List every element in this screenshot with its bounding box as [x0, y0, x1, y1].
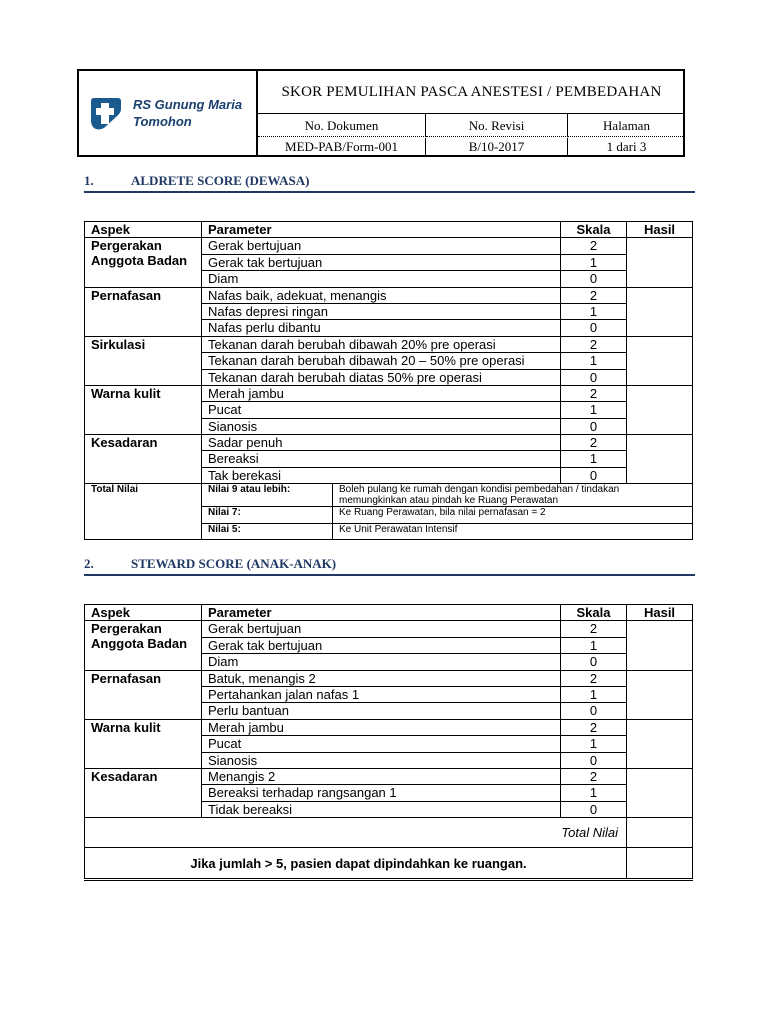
parameter-cell: Pucat [202, 736, 561, 752]
skala-cell: 1 [561, 736, 627, 752]
parameter-cell: Tidak bereaksi [202, 801, 561, 817]
table-row [85, 435, 693, 451]
total-criteria-row [85, 484, 693, 507]
skala-cell: 2 [561, 385, 627, 401]
section-title: STEWARD SCORE (ANAK-ANAK) [131, 556, 337, 571]
col-header-parameter: Parameter [202, 222, 561, 238]
total-row [85, 818, 693, 848]
page-label: Halaman [568, 114, 685, 137]
doc-number-value: MED-PAB/Form-001 [258, 138, 426, 155]
discharge-note: Jika jumlah > 5, pasien dapat dipindahkan ke ruangan. [85, 848, 627, 880]
aspek-cell: Kesadaran [85, 768, 202, 817]
criteria-value [333, 523, 693, 539]
total-nilai-label: Total Nilai [85, 818, 627, 848]
table-row [85, 670, 693, 686]
parameter-cell: Tekanan darah berubah dibawah 20% pre operasi [202, 336, 561, 352]
hasil-input-cell[interactable] [627, 621, 693, 670]
section-number: 1. [84, 173, 94, 188]
skala-cell: 0 [561, 801, 627, 817]
total-hasil-input[interactable] [627, 818, 693, 848]
section-heading-steward [84, 556, 695, 576]
total-nilai-label: Total Nilai [85, 484, 202, 540]
table-row [85, 385, 693, 401]
hasil-input-cell[interactable] [627, 768, 693, 817]
aspek-cell: Pergerakan Anggota Badan [85, 238, 202, 287]
hasil-input-cell[interactable] [627, 435, 693, 484]
parameter-cell: Pertahankan jalan nafas 1 [202, 686, 561, 702]
skala-cell: 0 [561, 271, 627, 287]
col-header-aspek: Aspek [85, 605, 202, 621]
table-row [85, 719, 693, 735]
col-header-skala: Skala [561, 222, 627, 238]
col-header-hasil: Hasil [627, 222, 693, 238]
aspek-cell: Sirkulasi [85, 336, 202, 385]
hasil-input-cell[interactable] [627, 385, 693, 434]
page-value: 1 dari 3 [606, 139, 647, 154]
hasil-input-cell[interactable] [627, 287, 693, 336]
parameter-cell: Sadar penuh [202, 435, 561, 451]
table-header-row [85, 605, 693, 621]
skala-cell: 2 [561, 768, 627, 784]
parameter-cell: Sianosis [202, 418, 561, 434]
skala-cell: 2 [561, 670, 627, 686]
skala-cell: 1 [561, 353, 627, 369]
parameter-cell: Diam [202, 654, 561, 670]
parameter-cell: Bereaksi [202, 451, 561, 467]
criteria-key: Nilai 9 atau lebih: [202, 484, 333, 507]
parameter-cell: Merah jambu [202, 385, 561, 401]
col-header-skala: Skala [561, 605, 627, 621]
parameter-cell: Gerak tak bertujuan [202, 637, 561, 653]
note-empty-cell [627, 848, 693, 880]
skala-cell: 0 [561, 654, 627, 670]
parameter-cell: Bereaksi terhadap rangsangan 1 [202, 785, 561, 801]
parameter-cell: Gerak bertujuan [202, 238, 561, 254]
hasil-input-cell[interactable] [627, 336, 693, 385]
steward-score-table [84, 604, 693, 881]
skala-cell: 1 [561, 686, 627, 702]
skala-cell: 0 [561, 703, 627, 719]
criteria-value [333, 484, 693, 507]
skala-cell: 1 [561, 254, 627, 270]
hospital-logo [79, 71, 258, 155]
hasil-input-cell[interactable] [627, 238, 693, 287]
aspek-cell: Pernafasan [85, 287, 202, 336]
logo-name-line2: Tomohon [133, 114, 192, 129]
parameter-cell: Tak berekasi [202, 467, 561, 483]
skala-cell: 2 [561, 621, 627, 637]
aldrete-score-table [84, 221, 693, 540]
skala-cell: 1 [561, 402, 627, 418]
criteria-text: Ke Ruang Perawatan, bila nilai pernafasan = 2 [339, 507, 546, 519]
parameter-cell: Sianosis [202, 752, 561, 768]
skala-cell: 0 [561, 752, 627, 768]
skala-cell: 2 [561, 336, 627, 352]
skala-cell: 1 [561, 637, 627, 653]
parameter-cell: Gerak bertujuan [202, 621, 561, 637]
doc-number-label: No. Dokumen [258, 114, 426, 137]
skala-cell: 1 [561, 451, 627, 467]
form-title: SKOR PEMULIHAN PASCA ANESTESI / PEMBEDAHAN [258, 71, 685, 114]
parameter-cell: Perlu bantuan [202, 703, 561, 719]
skala-cell: 2 [561, 287, 627, 303]
table-header-row [85, 222, 693, 238]
parameter-cell: Nafas baik, adekuat, menangis [202, 287, 561, 303]
col-header-parameter: Parameter [202, 605, 561, 621]
aspek-cell: Pergerakan Anggota Badan [85, 621, 202, 670]
table-row [85, 621, 693, 637]
note-row [85, 848, 693, 880]
skala-cell: 0 [561, 369, 627, 385]
criteria-text: memungkinkan atau pindah ke Ruang Perawatan [339, 495, 559, 507]
section-title: ALDRETE SCORE (DEWASA) [131, 173, 310, 188]
skala-cell: 0 [561, 418, 627, 434]
parameter-cell: Diam [202, 271, 561, 287]
document-header [77, 69, 685, 157]
parameter-cell: Tekanan darah berubah dibawah 20 – 50% pre operasi [202, 353, 561, 369]
skala-cell: 0 [561, 320, 627, 336]
parameter-cell: Nafas depresi ringan [202, 303, 561, 319]
revision-label: No. Revisi [426, 114, 568, 137]
criteria-key: Nilai 5: [202, 523, 333, 539]
table-row [85, 238, 693, 254]
table-row [85, 768, 693, 784]
parameter-cell: Gerak tak bertujuan [202, 254, 561, 270]
logo-name-line1: RS Gunung Maria [133, 97, 243, 112]
table-row [85, 287, 693, 303]
revision-value: B/10-2017 [426, 138, 568, 155]
aspek-cell: Warna kulit [85, 719, 202, 768]
hasil-input-cell[interactable] [627, 670, 693, 719]
aspek-cell: Pernafasan [85, 670, 202, 719]
parameter-cell: Merah jambu [202, 719, 561, 735]
aspek-cell: Warna kulit [85, 385, 202, 434]
col-header-aspek: Aspek [85, 222, 202, 238]
section-number: 2. [84, 556, 94, 571]
parameter-cell: Menangis 2 [202, 768, 561, 784]
skala-cell: 0 [561, 467, 627, 483]
hasil-input-cell[interactable] [627, 719, 693, 768]
parameter-cell: Pucat [202, 402, 561, 418]
col-header-hasil: Hasil [627, 605, 693, 621]
criteria-value [333, 507, 693, 523]
aspek-cell: Kesadaran [85, 435, 202, 484]
parameter-cell: Tekanan darah berubah diatas 50% pre operasi [202, 369, 561, 385]
skala-cell: 2 [561, 719, 627, 735]
skala-cell: 1 [561, 785, 627, 801]
hospital-cross-icon [88, 95, 124, 131]
criteria-text: Boleh pulang ke rumah dengan kondisi pembedahan / tindakan [339, 484, 620, 496]
table-row [85, 336, 693, 352]
skala-cell: 2 [561, 238, 627, 254]
parameter-cell: Nafas perlu dibantu [202, 320, 561, 336]
criteria-text: Ke Unit Perawatan Intensif [339, 523, 458, 535]
section-heading-aldrete [84, 173, 695, 193]
criteria-key: Nilai 7: [202, 507, 333, 523]
parameter-cell: Batuk, menangis 2 [202, 670, 561, 686]
skala-cell: 1 [561, 303, 627, 319]
skala-cell: 2 [561, 435, 627, 451]
